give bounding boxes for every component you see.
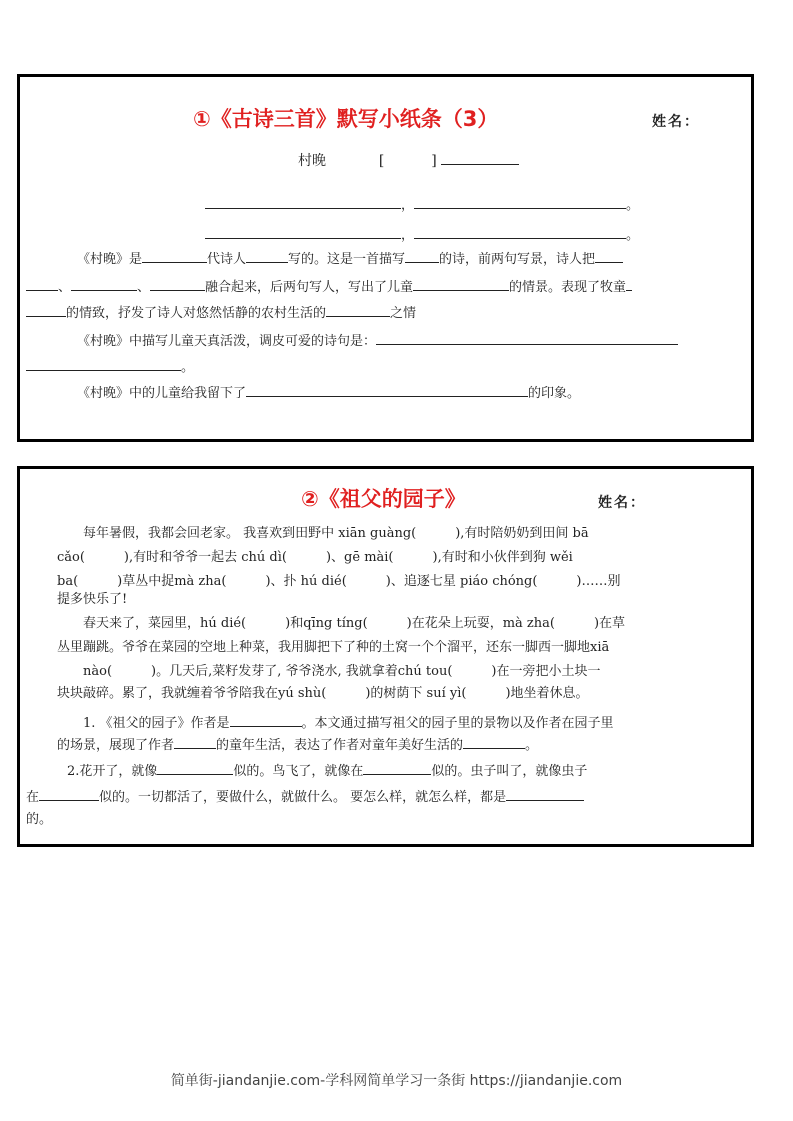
card2-name-label: 姓名： bbox=[598, 495, 646, 511]
q1-text-d: 的诗，前两句写景，诗人把 bbox=[439, 252, 596, 267]
c2-q2-text-e: 似的。一切都活了，要做什么，就做什么。 要怎么样，就怎么样，都是 bbox=[99, 790, 507, 805]
question-2-line-2 bbox=[26, 357, 194, 377]
c2-q1-blank-adj[interactable] bbox=[174, 735, 216, 749]
passage-p1-line2: cǎo( ),有时和爷爷一起去 chú dì( )、gē mài( ),有时和小伙伴到狗 wěi bbox=[57, 550, 573, 565]
q1-sep-2: 、 bbox=[137, 280, 151, 295]
passage-p2-line4: 块块敲碎。累了，我就缠着爷爷陪我在yú shù( )的树荫下 suí yì( )地坐着休息。 bbox=[57, 686, 589, 701]
question-1-line-1 bbox=[77, 249, 623, 269]
c2-question-2-line3: 的。 bbox=[26, 812, 53, 827]
passage-p1-line3: ba( )草丛中捉mà zha( )、扑 hú dié( )、追逐七星 piáo chóng( )……别 bbox=[57, 574, 621, 589]
dynasty-blank[interactable] bbox=[389, 152, 427, 165]
passage-p2-line3: nào( )。几天后,菜籽发芽了, 爷爷浇水, 我就拿着chú tou( )在一旁把小土块一 bbox=[83, 664, 601, 679]
q1-sep-1: 、 bbox=[58, 280, 72, 295]
q3-blank[interactable] bbox=[246, 383, 528, 397]
c2-q2-blank-bird[interactable] bbox=[363, 761, 431, 775]
q1-blank-dynasty[interactable] bbox=[142, 249, 207, 263]
c2-question-1-line1 bbox=[83, 713, 614, 733]
q1-blank-scene[interactable] bbox=[405, 249, 439, 263]
author-bracket-close: ] bbox=[431, 153, 437, 169]
poem-title-row bbox=[298, 151, 519, 170]
c2-q2-blank-final[interactable] bbox=[506, 787, 584, 801]
card-ancient-poems bbox=[17, 74, 754, 442]
c2-question-2-line1 bbox=[67, 761, 587, 781]
q1-blank-item4[interactable] bbox=[150, 277, 205, 291]
question-1-line-2 bbox=[26, 277, 632, 297]
q1-blank-poet[interactable] bbox=[246, 249, 288, 263]
q2-blank-a[interactable] bbox=[376, 331, 678, 345]
c2-q1-text-a: 1. 《祖父的园子》作者是 bbox=[83, 716, 230, 731]
q2-text-b: 。 bbox=[181, 360, 195, 375]
period: 。 bbox=[626, 198, 640, 213]
comma: ， bbox=[401, 198, 415, 213]
poem-line-2 bbox=[205, 225, 639, 245]
card1-title: ①《古诗三首》默写小纸条（3） bbox=[193, 107, 499, 131]
poem-line-1a-blank[interactable] bbox=[205, 195, 401, 209]
q1-blank-children[interactable] bbox=[413, 277, 509, 291]
question-2-line-1 bbox=[77, 331, 678, 351]
c2-q1-text-b: 。本文通过描写祖父的园子里的景物以及作者在园子里 bbox=[301, 716, 614, 731]
c2-q2-text-a: 2.花开了，就像 bbox=[67, 764, 158, 779]
q1-text-i: 的情致，抒发了诗人对悠然恬静的农村生活的 bbox=[66, 306, 327, 321]
comma: ， bbox=[401, 228, 415, 243]
q1-blank-item2[interactable] bbox=[26, 277, 58, 291]
question-1-line-3 bbox=[26, 303, 416, 323]
poem-title: 村晚 bbox=[298, 153, 326, 169]
poem-line-1 bbox=[205, 195, 639, 215]
c2-q1-blank-emotion[interactable] bbox=[463, 735, 525, 749]
q1-text-g: 融合起来，后两句写人，写出了儿童 bbox=[205, 280, 414, 295]
passage-p2-line1: 春天来了，菜园里，hú dié( )和qīng tíng( )在花朵上玩耍，mà zha( )在草 bbox=[83, 616, 626, 631]
q1-blank-feeling[interactable] bbox=[326, 303, 390, 317]
c2-q2-text-d: 在 bbox=[26, 790, 40, 805]
card1-name-label: 姓名： bbox=[652, 114, 700, 130]
passage-p1-line1: 每年暑假，我都会回老家。 我喜欢到田野中 xiān guàng( ),有时陪奶奶到田间 bā bbox=[83, 526, 589, 541]
q1-blank-herder[interactable] bbox=[626, 277, 632, 291]
card2-title: ②《祖父的园子》 bbox=[301, 487, 466, 511]
c2-question-1-line2 bbox=[57, 735, 538, 755]
passage-p2-line2: 丛里蹦跳。爷爷在菜园的空地上种菜，我用脚把下了种的土窝一个个溜平，还东一脚西一脚地xiā bbox=[57, 640, 610, 655]
q3-text-b: 的印象。 bbox=[528, 386, 581, 401]
question-3 bbox=[77, 383, 580, 403]
q1-text-j: 之情 bbox=[390, 306, 417, 321]
q1-text-c: 写的。这是一首描写 bbox=[288, 252, 406, 267]
passage-p1-line4: 提多快乐了! bbox=[57, 592, 128, 607]
q1-text-b: 代诗人 bbox=[207, 252, 247, 267]
period: 。 bbox=[626, 228, 640, 243]
author-bracket-open: [ bbox=[378, 153, 385, 169]
c2-q1-text-d: 的童年生活，表达了作者对童年美好生活的 bbox=[216, 738, 464, 753]
q1-text-h: 的情景。表现了牧童 bbox=[509, 280, 627, 295]
c2-question-2-line2 bbox=[26, 787, 584, 807]
q1-blank-mood[interactable] bbox=[26, 303, 66, 317]
card-grandpa-garden bbox=[17, 466, 754, 847]
c2-q2-blank-flower[interactable] bbox=[157, 761, 233, 775]
q2-text-a: 《村晚》中描写儿童天真活泼，调皮可爱的诗句是： bbox=[77, 334, 377, 349]
c2-q1-text-e: 。 bbox=[525, 738, 539, 753]
q1-text-a: 《村晚》是 bbox=[77, 252, 143, 267]
c2-q2-text-b: 似的。鸟飞了，就像在 bbox=[233, 764, 364, 779]
c2-q2-blank-insect[interactable] bbox=[39, 787, 99, 801]
q2-blank-b[interactable] bbox=[26, 357, 181, 371]
q3-text-a: 《村晚》中的儿童给我留下了 bbox=[77, 386, 247, 401]
author-blank[interactable] bbox=[441, 151, 519, 165]
poem-line-2a-blank[interactable] bbox=[205, 225, 401, 239]
poem-line-2b-blank[interactable] bbox=[414, 225, 626, 239]
q1-blank-item3[interactable] bbox=[71, 277, 137, 291]
c2-q2-text-c: 似的。虫子叫了，就像虫子 bbox=[431, 764, 588, 779]
q1-blank-item1[interactable] bbox=[595, 249, 623, 263]
footer-watermark: 简单街-jiandanjie.com-学科网简单学习一条街 https://jiandanjie.com bbox=[170, 1073, 623, 1089]
poem-line-1b-blank[interactable] bbox=[414, 195, 626, 209]
c2-q1-text-c: 的场景，展现了作者 bbox=[57, 738, 175, 753]
c2-q1-blank-author[interactable] bbox=[230, 713, 302, 727]
